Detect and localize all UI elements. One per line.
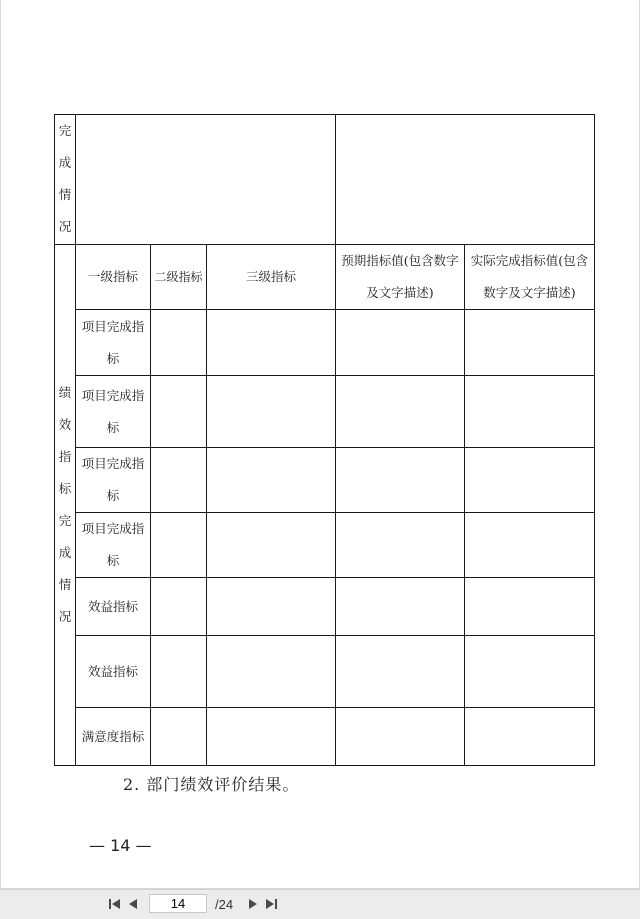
row-cell bbox=[151, 578, 207, 636]
section-heading: 2. 部门绩效评价结果。 bbox=[123, 775, 300, 794]
row-cell bbox=[207, 310, 336, 376]
total-pages: /24 bbox=[215, 897, 234, 912]
table-row bbox=[55, 376, 595, 448]
completion-label: 完成情况 bbox=[58, 123, 72, 234]
next-page-icon[interactable] bbox=[245, 896, 261, 912]
row-cell bbox=[336, 376, 465, 448]
row-level1 bbox=[76, 310, 151, 376]
row-cell bbox=[151, 448, 207, 513]
row-cell bbox=[465, 448, 595, 513]
header-expected-text: 预期指标值(包含数字及文字描述) bbox=[341, 253, 459, 300]
row-cell bbox=[465, 310, 595, 376]
row-cell bbox=[336, 513, 465, 578]
row-cell bbox=[151, 310, 207, 376]
performance-table bbox=[54, 114, 595, 766]
header-level1: 一级指标 bbox=[76, 245, 151, 310]
row-cell bbox=[336, 636, 465, 708]
row-cell bbox=[151, 513, 207, 578]
row-cell bbox=[207, 578, 336, 636]
row-level1-text: 项目完成指标 bbox=[81, 456, 145, 503]
completion-label-cell bbox=[55, 115, 76, 245]
row-cell bbox=[207, 376, 336, 448]
page-number: — 14 — bbox=[89, 836, 152, 855]
table-row bbox=[55, 708, 595, 766]
completion-row bbox=[55, 115, 595, 245]
completion-content-cell-right bbox=[336, 115, 595, 245]
header-row bbox=[55, 245, 595, 310]
table-row bbox=[55, 578, 595, 636]
row-cell bbox=[465, 376, 595, 448]
row-level1-text: 项目完成指标 bbox=[81, 318, 145, 366]
row-cell bbox=[465, 708, 595, 766]
row-cell bbox=[336, 708, 465, 766]
table-row bbox=[55, 636, 595, 708]
prev-page-icon[interactable] bbox=[125, 896, 141, 912]
first-page-icon[interactable] bbox=[107, 896, 123, 912]
page-number-input[interactable] bbox=[149, 894, 207, 913]
header-expected bbox=[336, 245, 465, 310]
row-level1 bbox=[76, 376, 151, 448]
side-label: 绩效指标完成情况 bbox=[58, 384, 72, 624]
row-level1-text: 项目完成指标 bbox=[81, 387, 145, 435]
row-cell bbox=[336, 310, 465, 376]
row-cell bbox=[336, 448, 465, 513]
row-cell bbox=[465, 513, 595, 578]
row-level1: 满意度指标 bbox=[76, 708, 151, 766]
table-row bbox=[55, 513, 595, 578]
row-cell bbox=[465, 636, 595, 708]
row-level1-text: 项目完成指标 bbox=[81, 521, 145, 568]
row-level1: 效益指标 bbox=[76, 636, 151, 708]
row-cell bbox=[207, 513, 336, 578]
row-level1 bbox=[76, 513, 151, 578]
row-cell bbox=[465, 578, 595, 636]
side-label-cell bbox=[55, 245, 76, 766]
row-cell bbox=[151, 636, 207, 708]
row-cell bbox=[207, 708, 336, 766]
completion-content-cell bbox=[76, 115, 336, 245]
viewer-toolbar bbox=[0, 889, 640, 919]
table-row bbox=[55, 310, 595, 376]
last-page-icon[interactable] bbox=[263, 896, 279, 912]
row-cell bbox=[207, 636, 336, 708]
row-level1 bbox=[76, 448, 151, 513]
header-level3: 三级指标 bbox=[207, 245, 336, 310]
row-cell bbox=[336, 578, 465, 636]
header-actual-text: 实际完成指标值(包含数字及文字描述) bbox=[470, 253, 589, 300]
row-cell bbox=[151, 708, 207, 766]
table-row bbox=[55, 448, 595, 513]
header-level2: 二级指标 bbox=[151, 245, 207, 310]
header-actual bbox=[465, 245, 595, 310]
row-cell bbox=[151, 376, 207, 448]
row-level1: 效益指标 bbox=[76, 578, 151, 636]
row-cell bbox=[207, 448, 336, 513]
